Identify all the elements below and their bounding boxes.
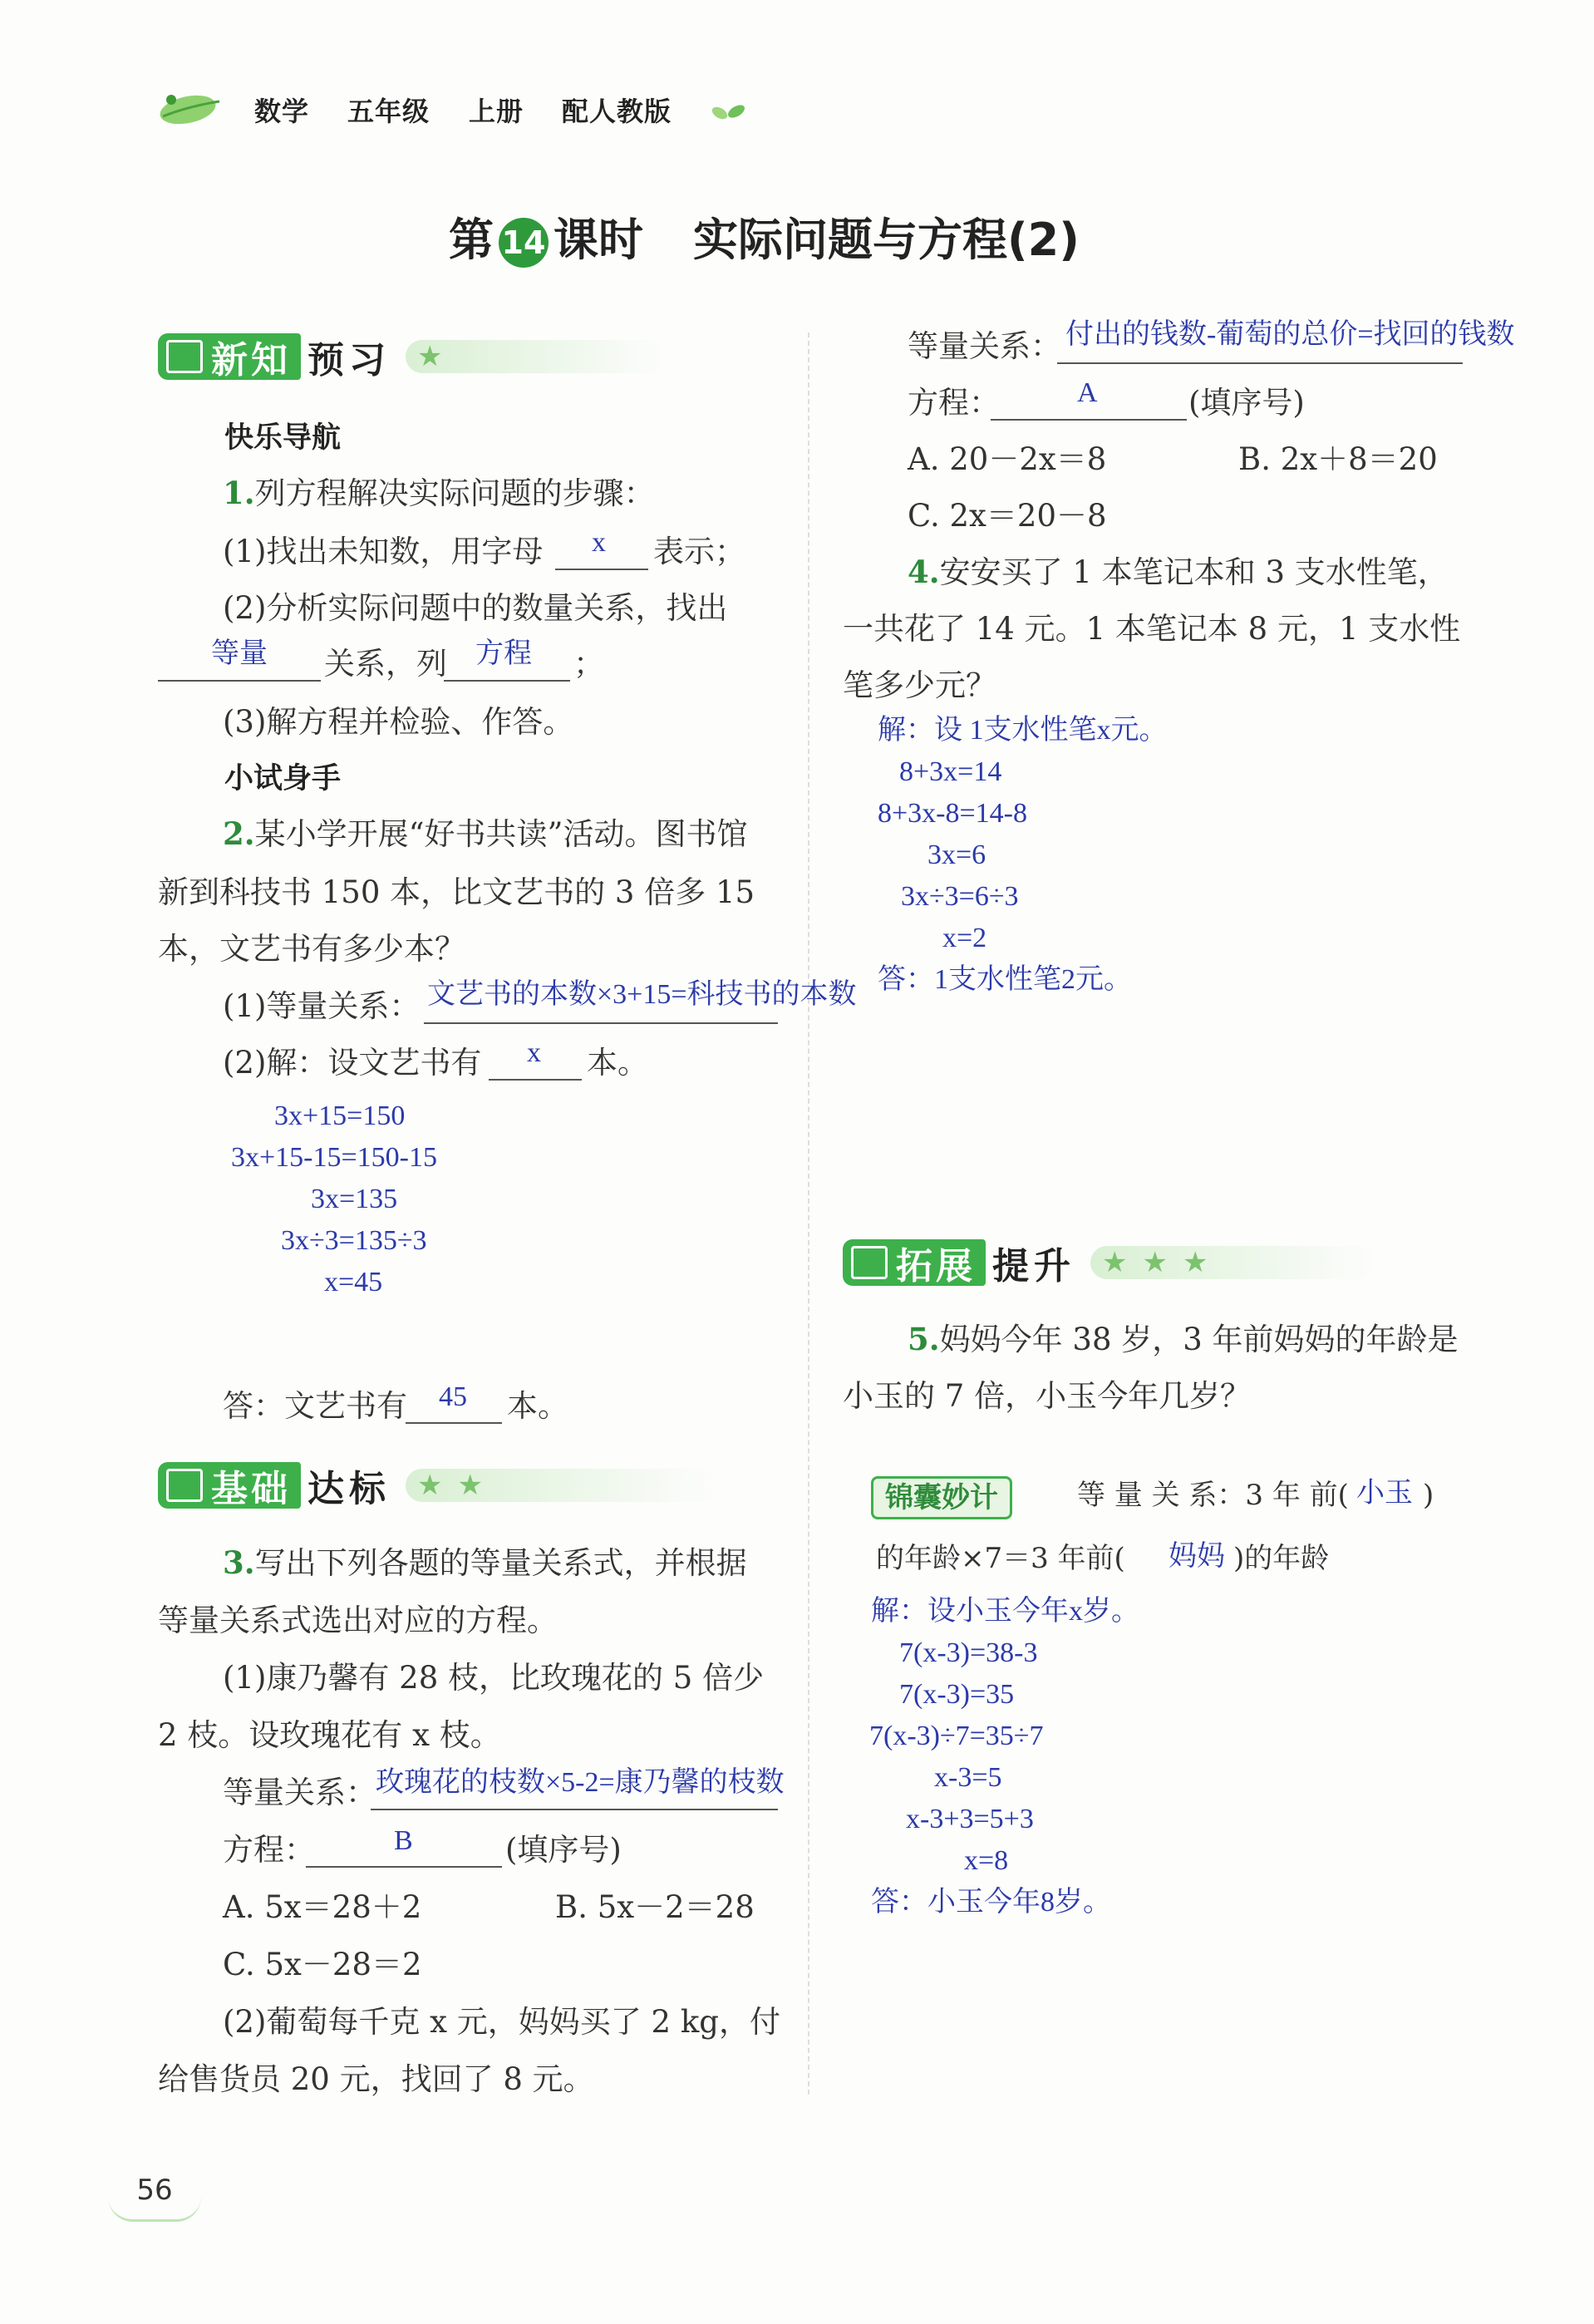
page-number-tab — [108, 2169, 201, 2222]
q2-line2: 新到科技书 150 本，比文艺书的 3 倍多 15 — [158, 874, 755, 910]
q4-line3: 笔多少元？ — [843, 667, 996, 703]
q2-heading: 小试身手 — [224, 762, 342, 795]
q3-part1-rel-blank[interactable] — [371, 1809, 778, 1810]
q3-line1: 3.写出下列各题的等量关系式，并根据 — [223, 1544, 747, 1581]
q4-line1: 4.安安买了 1 本笔记本和 3 支水性笔， — [908, 554, 1449, 590]
q5-work-line: x-3=5 — [934, 1762, 1002, 1793]
q5-work-line: 7(x-3)=35 — [899, 1679, 1015, 1710]
q2-part2-answer: x — [527, 1037, 541, 1068]
q3-part1-fill-note: (填序号) — [505, 1832, 622, 1868]
lesson-title — [449, 214, 1080, 268]
q2-answer-blank[interactable] — [406, 1422, 502, 1424]
star-icon: ★ — [417, 340, 443, 373]
q4-work-line: x=2 — [942, 923, 987, 953]
leaf-icon — [155, 83, 229, 133]
q5-tip-answer2: 妈妈 — [1168, 1541, 1225, 1572]
section-basic-green: 基础 — [211, 1468, 291, 1510]
header-volume: 上册 — [469, 96, 524, 127]
q3-part1-rel-label: 等量关系： — [223, 1775, 376, 1810]
q5-work-line: x=8 — [964, 1845, 1009, 1876]
q3-part1-eq-answer: B — [394, 1825, 413, 1856]
q4-line2: 一共花了 14 元。1 本笔记本 8 元，1 支水性 — [843, 611, 1461, 647]
q3-part1-rel-answer: 玫瑰花的枝数×5-2=康乃馨的枝数 — [376, 1767, 785, 1798]
q5-work-line: x-3+3=5+3 — [906, 1804, 1034, 1834]
q3-part2-rel-answer: 付出的钱数-葡萄的总价=找回的钱数 — [1065, 319, 1515, 350]
title-prefix: 第 — [449, 214, 494, 266]
q2-work-line: 3x+15=150 — [274, 1100, 406, 1131]
q1-step2-answer1: 等量 — [211, 638, 268, 669]
q3-part2-option-c: C. 2x＝20－8 — [908, 498, 1107, 534]
q5-work-line: 7(x-3)÷7=35÷7 — [869, 1721, 1044, 1751]
q5-tip-line1-b: ) — [1423, 1479, 1434, 1512]
q2-work-line: 3x=135 — [311, 1184, 398, 1214]
q1-step2-answer2: 方程 — [475, 638, 532, 669]
q2-part1-answer: 文艺书的本数×3+15=科技书的本数 — [427, 979, 857, 1010]
q3-part1-eq-blank[interactable] — [306, 1866, 502, 1868]
q1-heading: 快乐导航 — [224, 421, 342, 455]
header-leaf-logo — [155, 83, 229, 136]
section-basic-dark: 达标 — [307, 1468, 391, 1510]
title-suffix: 课时 — [553, 214, 643, 266]
star-icon: ★ — [1102, 1246, 1128, 1279]
q4-work-line: 3x÷3=6÷3 — [901, 881, 1019, 912]
q3-part1-line1: (1)康乃馨有 28 枝，比玫瑰花的 5 倍少 — [223, 1660, 765, 1696]
q4-work-line: 答：1支水性笔2元。 — [878, 964, 1132, 995]
section-extend-banner — [843, 1237, 1376, 1288]
q2-part2-a: (2)解：设文艺书有 — [223, 1045, 482, 1081]
q2-part2-b: 本。 — [587, 1045, 648, 1081]
q5-tip-line2-b: )的年龄 — [1233, 1542, 1330, 1575]
q2-work-line: 3x+15-15=150-15 — [231, 1142, 437, 1173]
header-subject: 数学 — [254, 96, 310, 127]
q1-step1-b: 表示； — [653, 534, 745, 569]
star-icon: ★ — [417, 1469, 443, 1502]
q3-part2-rel-blank[interactable] — [1057, 362, 1463, 364]
q3-part1-option-c: C. 5x－28＝2 — [223, 1947, 422, 1982]
q2-answer-a: 答：文艺书有 — [223, 1388, 407, 1424]
notepad-icon — [851, 1246, 888, 1279]
q5-tip-answer1: 小玉 — [1356, 1478, 1413, 1509]
q5-tip-line2-a: 的年龄×7＝3 年前( — [876, 1542, 1125, 1575]
section-preview-dark: 预习 — [307, 339, 391, 382]
header-edition: 配人教版 — [562, 96, 672, 127]
section-basic-banner — [158, 1460, 716, 1511]
q3-part2-rel-label: 等量关系： — [908, 328, 1061, 364]
q1-step2-a: (2)分析实际问题中的数量关系，找出 — [223, 590, 728, 626]
q3-part2-eq-blank[interactable] — [991, 419, 1187, 421]
q3-part2-eq-label: 方程： — [908, 385, 1000, 421]
q4-work-line: 3x=6 — [927, 839, 986, 870]
q3-part1-line2: 2 枝。设玫瑰花有 x 枝。 — [158, 1717, 501, 1753]
tip-badge: 锦囊妙计 — [871, 1476, 1012, 1519]
q5-work-line: 答：小玉今年8岁。 — [871, 1887, 1111, 1918]
lesson-number-badge: 14 — [499, 218, 549, 268]
q1-stem: 1.列方程解决实际问题的步骤： — [223, 475, 655, 511]
column-divider — [808, 332, 809, 2095]
q5-work-line: 7(x-3)=38-3 — [899, 1637, 1038, 1668]
section-extend-green: 拓展 — [896, 1245, 976, 1288]
q1-step1-blank[interactable] — [555, 569, 648, 570]
q3-part1-option-b: B. 5x－2＝28 — [555, 1889, 755, 1925]
q3-part2-eq-answer: A — [1077, 377, 1098, 408]
q5-line2: 小玉的 7 倍，小玉今年几岁？ — [843, 1378, 1252, 1414]
q2-work-line: 3x÷3=135÷3 — [281, 1225, 427, 1256]
q3-part2-fill-note: (填序号) — [1188, 385, 1305, 421]
q1-step1-a: (1)找出未知数，用字母 — [223, 534, 544, 569]
section-extend-dark: 提升 — [992, 1245, 1075, 1288]
star-icon: ★ — [1182, 1246, 1208, 1279]
q1-step2-blank1[interactable] — [158, 680, 321, 682]
q4-work-line: 8+3x=14 — [899, 756, 1002, 787]
title-name: 实际问题与方程(2) — [693, 214, 1080, 266]
q1-step1-answer: x — [592, 527, 606, 558]
q3-part2-option-b: B. 2x＋8＝20 — [1238, 441, 1438, 477]
q1-step2-blank2[interactable] — [444, 680, 570, 682]
q2-answer-b: 本。 — [507, 1388, 568, 1424]
pen-icon — [166, 1469, 203, 1502]
q3-part2-line1: (2)葡萄每千克 x 元，妈妈买了 2 kg，付 — [223, 2004, 780, 2040]
book-icon — [166, 340, 203, 373]
q1-step3: (3)解方程并检验、作答。 — [223, 704, 574, 740]
q5-work-line: 解：设小玉今年x岁。 — [871, 1596, 1139, 1627]
star-icon: ★ — [1142, 1246, 1168, 1279]
q3-part1-option-a: A. 5x＝28＋2 — [223, 1889, 422, 1925]
header-grade: 五年级 — [347, 96, 430, 127]
q3-part2-option-a: A. 20－2x＝8 — [908, 441, 1107, 477]
q2-part1-label: (1)等量关系： — [223, 988, 421, 1024]
q4-work-line: 解：设 1支水性笔x元。 — [878, 715, 1168, 746]
q3-line2: 等量关系式选出对应的方程。 — [158, 1603, 558, 1638]
q4-work-line: 8+3x-8=14-8 — [878, 798, 1027, 829]
q2-part2-blank[interactable] — [489, 1079, 582, 1081]
section-preview-banner — [158, 331, 667, 382]
q3-part1-eq-label: 方程： — [223, 1832, 315, 1868]
q2-work-line: x=45 — [324, 1267, 383, 1297]
q5-line1: 5.妈妈今年 38 岁，3 年前妈妈的年龄是 — [908, 1321, 1459, 1357]
q1-step2-c: ； — [573, 646, 604, 682]
q5-tip-line1-a: 等 量 关 系：3 年 前( — [1077, 1479, 1349, 1512]
section-preview-green: 新知 — [211, 339, 291, 382]
star-icon: ★ — [457, 1469, 483, 1502]
page-number: 56 — [136, 2174, 173, 2207]
q2-line1: 2.某小学开展“好书共读”活动。图书馆 — [223, 815, 748, 852]
q3-part2-line2: 给售货员 20 元，找回了 8 元。 — [158, 2061, 594, 2097]
q2-line3: 本，文艺书有多少本？ — [158, 931, 465, 967]
q2-part1-blank[interactable] — [424, 1022, 778, 1024]
q2-answer-value: 45 — [439, 1381, 467, 1412]
q1-step2-b: 关系，列 — [324, 646, 447, 682]
header-sprout-icon — [708, 100, 750, 128]
